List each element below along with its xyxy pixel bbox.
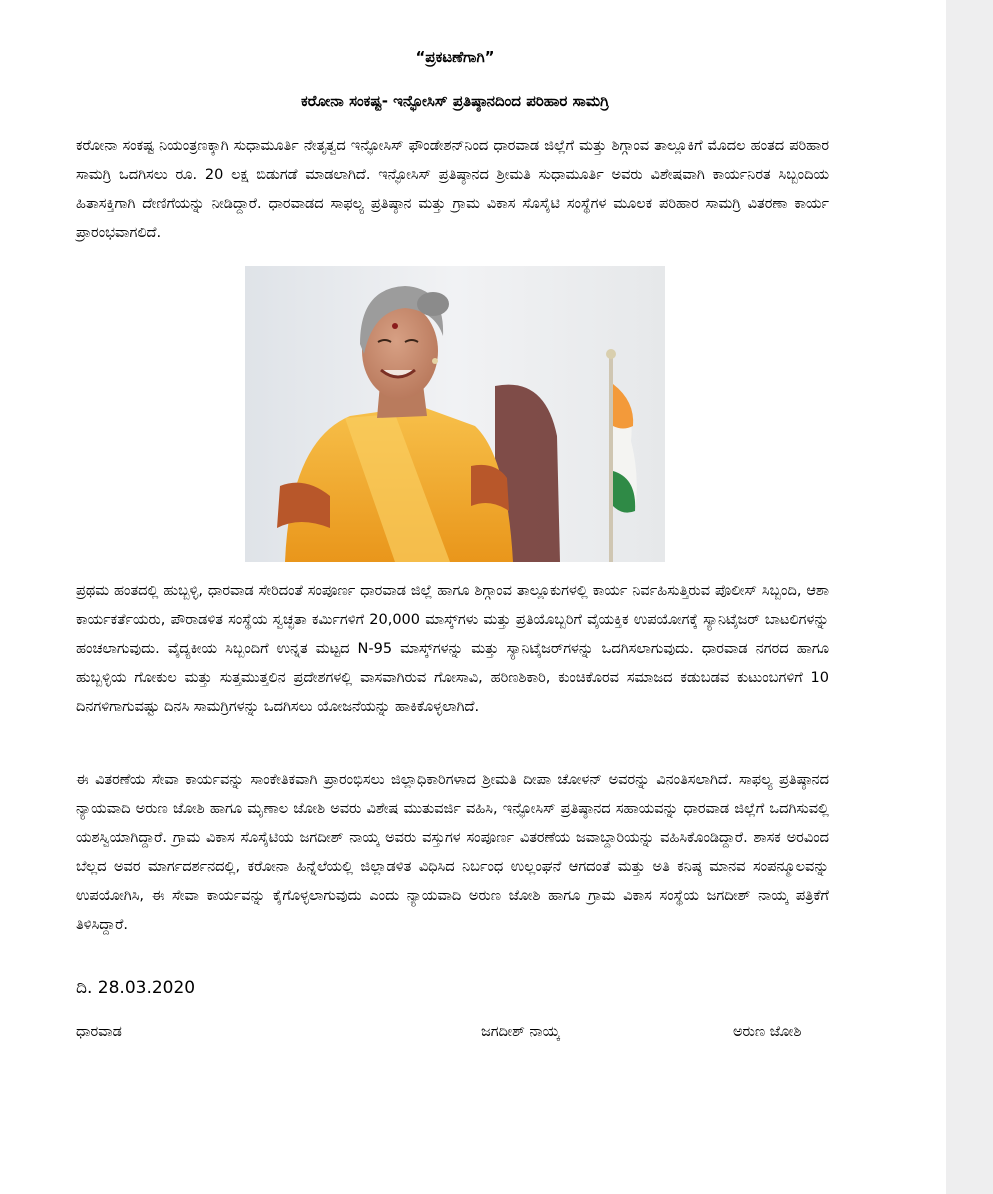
portrait-illustration	[245, 266, 665, 562]
signature-aruna: ಅರುಣ ಜೋಶಿ	[733, 1024, 802, 1040]
headline: ಕರೋನಾ ಸಂಕಷ್ಟ- ಇನ್ಫೋಸಿಸ್ ಪ್ರತಿಷ್ಠಾನದಿಂದ ಪರಿಹಾರ ಸಾಮಗ್ರಿ	[301, 92, 609, 110]
viewer-right-gutter	[946, 0, 993, 1194]
paragraph-2: ಪ್ರಥಮ ಹಂತದಲ್ಲಿ ಹುಬ್ಬಳ್ಳಿ, ಧಾರವಾಡ ಸೇರಿದಂತೆ ಸಂಪೂರ್ಣ ಧಾರವಾಡ ಜಿಲ್ಲೆ ಹಾಗೂ ಶಿಗ್ಗಾಂವ ತಾಲ್ಲೂಕುಗಳಲ್ಲಿ ಕಾರ್ಯ ನಿರ್ವಹಿಸುತ್ತಿರುವ ಪೊಲೀಸ್ ಸಿಬ್ಬಂದಿ, ಆಶಾ ಕಾರ್ಯಕರ್ತೆಯರು, ಪೌರಾಡಳಿತ ಸಂಸ್ಥೆಯ ಸ್ವಚ್ಛತಾ ಕರ್ಮಿಗಳಿಗೆ 20,000 ಮಾಸ್ಕ್‌ಗಳು ಮತ್ತು ಪ್ರತಿಯೊಬ್ಬರಿಗೆ ವೈಯಕ್ತಿಕ ಉಪಯೋಗಕ್ಕೆ ಸ್ಯಾನಿಟೈಜರ್ ಬಾಟಲಿಗಳನ್ನು ಹಂಚಲಾಗುವುದು. ವೈದ್ಯಕೀಯ ಸಿಬ್ಬಂದಿಗೆ ಉನ್ನತ ಮಟ್ಟದ N-95 ಮಾಸ್ಕ್‌ಗಳನ್ನು ಮತ್ತು ಸ್ಯಾನಿಟೈಜರ್‌ಗಳನ್ನು ಒದಗಿಸಲಾಗುವುದು. ಧಾರವಾಡ ನಗರದ ಹಾಗೂ ಹುಬ್ಬಳ್ಳಿಯ ಗೋಕುಲ ಮತ್ತು ಸುತ್ತಮುತ್ತಲಿನ ಪ್ರದೇಶಗಳಲ್ಲಿ ವಾಸವಾಗಿರುವ ಗೋಸಾವಿ, ಹರಿಣಶಿಕಾರಿ, ಕುಂಚಿಕೊರವ ಸಮಾಜದ ಕಡುಬಡವ ಕುಟುಂಬಗಳಿಗೆ 10 ದಿನಗಳಿಗಾಗುವಷ್ಟು ದಿನಸಿ ಸಾಮಗ್ರಿಗಳನ್ನು ಒದಗಿಸಲು ಯೋಜನೆಯನ್ನು ಹಾಕಿಕೊಳ್ಳಲಾಗಿದೆ.	[76, 583, 829, 715]
signature-place: ಧಾರವಾಡ	[76, 1024, 122, 1040]
signature-jagadish: ಜಗದೀಶ್ ನಾಯ್ಕ	[481, 1024, 560, 1040]
press-release-label: “ಪ್ರಕಟಣೆಗಾಗಿ”	[415, 48, 495, 66]
date-line: ದಿ. 28.03.2020	[76, 978, 196, 998]
paragraph-1: ಕರೋನಾ ಸಂಕಷ್ಟ ನಿಯಂತ್ರಣಕ್ಕಾಗಿ ಸುಧಾಮೂರ್ತಿ ನೇತೃತ್ವದ ಇನ್ಫೋಸಿಸ್ ಫೌಂಡೇಶನ್‌ನಿಂದ ಧಾರವಾಡ ಜಿಲ್ಲೆಗೆ ಮತ್ತು ಶಿಗ್ಗಾಂವ ತಾಲ್ಲೂಕಿಗೆ ಮೊದಲ ಹಂತದ ಪರಿಹಾರ ಸಾಮಗ್ರಿ ಒದಗಿಸಲು ರೂ. 20 ಲಕ್ಷ ಬಿಡುಗಡೆ ಮಾಡಲಾಗಿದೆ. ಇನ್ಫೋಸಿಸ್ ಪ್ರತಿಷ್ಠಾನದ ಶ್ರೀಮತಿ ಸುಧಾಮೂರ್ತಿ ಅವರು ವಿಶೇಷವಾಗಿ ಕಾರ್ಯನಿರತ ಸಿಬ್ಬಂದಿಯ ಹಿತಾಸಕ್ತಿಗಾಗಿ ದೇಣಿಗೆಯನ್ನು ನೀಡಿದ್ದಾರೆ. ಧಾರವಾಡದ ಸಾಫಲ್ಯ ಪ್ರತಿಷ್ಠಾನ ಮತ್ತು ಗ್ರಾಮ ವಿಕಾಸ ಸೊಸೈಟಿ ಸಂಸ್ಥೆಗಳ ಮೂಲಕ ಪರಿಹಾರ ಸಾಮಗ್ರಿ ವಿತರಣಾ ಕಾರ್ಯ ಪ್ರಾರಂಭವಾಗಲಿದೆ.	[76, 138, 829, 241]
portrait-photo	[245, 266, 665, 562]
paragraph-3: ಈ ವಿತರಣೆಯ ಸೇವಾ ಕಾರ್ಯವನ್ನು ಸಾಂಕೇತಿಕವಾಗಿ ಪ್ರಾರಂಭಿಸಲು ಜಿಲ್ಲಾಧಿಕಾರಿಗಳಾದ ಶ್ರೀಮತಿ ದೀಪಾ ಚೋಳನ್ ಅವರನ್ನು ವಿನಂತಿಸಲಾಗಿದೆ. ಸಾಫಲ್ಯ ಪ್ರತಿಷ್ಠಾನದ ನ್ಯಾಯವಾದಿ ಅರುಣ ಜೋಶಿ ಹಾಗೂ ಮೃಣಾಲ ಜೋಶಿ ಅವರು ವಿಶೇಷ ಮುತುವರ್ಜಿ ವಹಿಸಿ, ಇನ್ಫೋಸಿಸ್ ಪ್ರತಿಷ್ಠಾನದ ಸಹಾಯವನ್ನು ಧಾರವಾಡ ಜಿಲ್ಲೆಗೆ ಒದಗಿಸುವಲ್ಲಿ ಯಶಸ್ವಿಯಾಗಿದ್ದಾರೆ. ಗ್ರಾಮ ವಿಕಾಸ ಸೊಸೈಟಿಯ ಜಗದೀಶ್ ನಾಯ್ಕ ಅವರು ವಸ್ತುಗಳ ಸಂಪೂರ್ಣ ವಿತರಣೆಯ ಜವಾಬ್ದಾರಿಯನ್ನು ವಹಿಸಿಕೊಂಡಿದ್ದಾರೆ. ಶಾಸಕ ಅರವಿಂದ ಬೆಲ್ಲದ ಅವರ ಮಾರ್ಗದರ್ಶನದಲ್ಲಿ, ಕರೋನಾ ಹಿನ್ನೆಲೆಯಲ್ಲಿ ಜಿಲ್ಲಾಡಳಿತ ವಿಧಿಸಿದ ನಿರ್ಬಂಧ ಉಲ್ಲಂಘನೆ ಆಗದಂತೆ ಮತ್ತು ಅತಿ ಕನಿಷ್ಠ ಮಾನವ ಸಂಪನ್ಮೂಲವನ್ನು ಉಪಯೋಗಿಸಿ, ಈ ಸೇವಾ ಕಾರ್ಯವನ್ನು ಕೈಗೊಳ್ಳಲಾಗುವುದು ಎಂದು ನ್ಯಾಯವಾದಿ ಅರುಣ ಜೋಶಿ ಹಾಗೂ ಗ್ರಾಮ ವಿಕಾಸ ಸಂಸ್ಥೆಯ ಜಗದೀಶ್ ನಾಯ್ಕ ಪತ್ರಿಕೆಗೆ ತಿಳಿಸಿದ್ದಾರೆ.	[76, 772, 829, 933]
flag-pole	[609, 356, 613, 562]
